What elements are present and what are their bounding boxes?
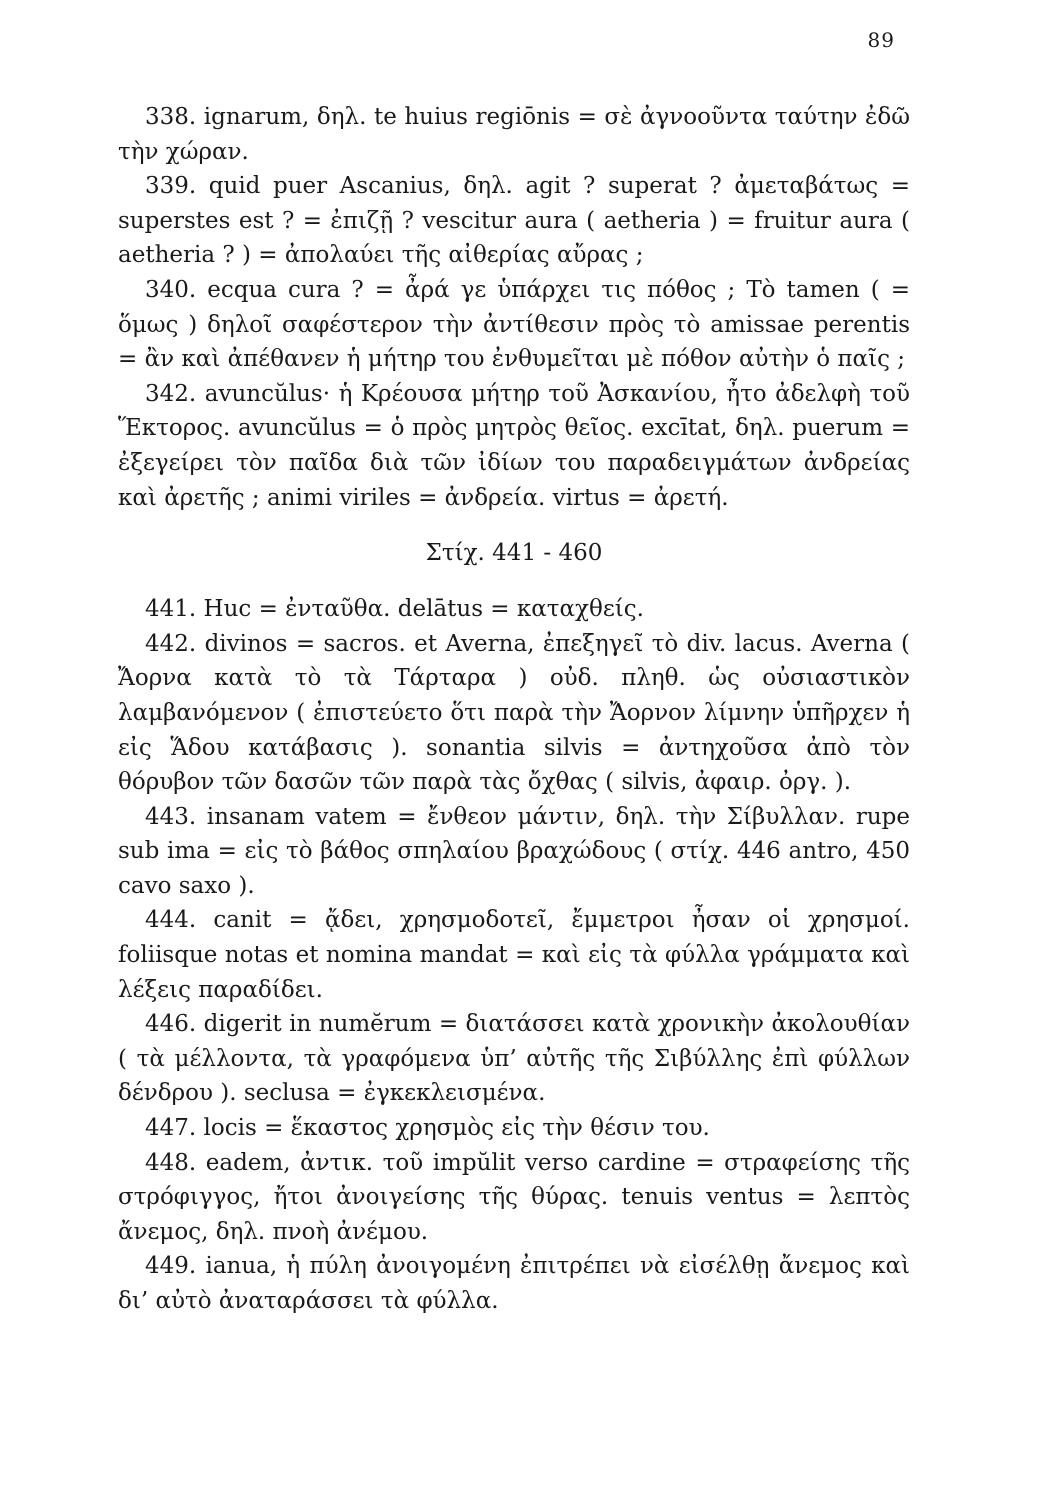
note-448: 448. eadem, ἀντικ. τοῦ impŭlit verso cardine = στραφείσης τῆς στρόφιγγος, ἤτοι ἀνοιγείσης τῆς θύρας. tenuis ventus = λεπτὸς ἄνεμος, δηλ. πνοὴ ἀνέμου. <box>118 1149 910 1245</box>
note-342: 342. avuncŭlus· ἡ Κρέουσα μήτηρ τοῦ Ἀσκανίου, ἦτο ἀδελφὴ τοῦ Ἕκτορος. avuncŭlus = ὁ πρὸς μητρὸς θεῖος. excītat, δηλ. puerum = ἐξεγείρει τὸν παῖδα διὰ τῶν ἰδίων του παραδειγμάτων ἀνδρείας καὶ ἀρετῆς ; animi viriles = ἀνδρεία. virtus = ἀρετή. <box>118 380 910 511</box>
note-338: 338. ignarum, δηλ. te huius regiōnis = σὲ ἀγνοοῦντα ταύτην ἐδῶ τὴν χώραν. <box>118 104 910 165</box>
note-340: 340. ecqua cura ? = ἆρά γε ὑπάρχει τις πόθος ; Τὸ tamen ( = ὅμως ) δηλοῖ σαφέστερον τὴν ἀντίθεσιν πρὸς τὸ amissae perentis = ἂν καὶ ἀπέθανεν ἡ μήτηρ του ἐνθυμεῖται μὲ πόθον αὐτὴν ὁ παῖς ; <box>118 276 910 373</box>
page-number: 89 <box>867 28 895 52</box>
note-441: 441. Huc = ἐνταῦθα. delātus = καταχθείς. <box>145 596 644 623</box>
note-442: 442. divinos = sacros. et Averna, ἐπεξηγεῖ τὸ div. lacus. Averna ( Ἄορνα κατὰ τὸ τὰ Τάρταρα ) οὐδ. πληθ. ὡς οὐσιαστικὸν λαμβανόμενον ( ἐπιστεύετο ὅτι παρὰ τὴν Ἄορνον λίμνην ὑπῆρχεν ἡ εἰς Ἅδου κατάβασις ). sonantia silvis = ἀντηχοῦσα ἀπὸ τὸν θόρυβον τῶν δασῶν τῶν παρὰ τὰς ὄχθας ( silvis, ἀφαιρ. ὀργ. ). <box>118 630 910 796</box>
commentary-body <box>118 100 910 1319</box>
note-339: 339. quid puer Ascanius, δηλ. agit ? superat ? ἀμεταβάτως = superstes est ? = ἐπιζῇ ? vescitur aura ( aetheria ) = fruitur aura ( aetheria ? ) = ἀπολαύει τῆς αἰθερίας αὔρας ; <box>118 173 910 269</box>
note-444: 444. canit = ᾄδει, χρησμοδοτεῖ, ἔμμετροι ἦσαν οἱ χρησμοί. foliisque notas et nomina mandat = καὶ εἰς τὰ φύλλα γράμματα καὶ λέξεις παραδίδει. <box>118 907 910 1003</box>
note-446: 446. digerit in numĕrum = διατάσσει κατὰ χρονικὴν ἀκολουθίαν ( τὰ μέλλοντα, τὰ γραφόμενα ὑπ’ αὐτῆς τῆς Σιβύλλης ἐπὶ φύλλων δένδρου ). seclusa = ἐγκεκλεισμένα. <box>118 1011 910 1107</box>
note-443: 443. insanam vatem = ἔνθεον μάντιν, δηλ. τὴν Σίβυλλαν. rupe sub ima = εἰς τὸ βάθος σπηλαίου βραχώδους ( στίχ. 446 antro, 450 cavo saxo ). <box>118 803 910 899</box>
note-447: 447. locis = ἕκαστος χρησμὸς εἰς τὴν θέσιν του. <box>145 1115 710 1142</box>
note-449: 449. ianua, ἡ πύλη ἀνοιγομένη ἐπιτρέπει νὰ εἰσέλθῃ ἄνεμος καὶ δι’ αὐτὸ ἀναταράσσει τὰ φύλλα. <box>118 1253 910 1314</box>
section-heading: Στίχ. 441 - 460 <box>425 540 603 567</box>
